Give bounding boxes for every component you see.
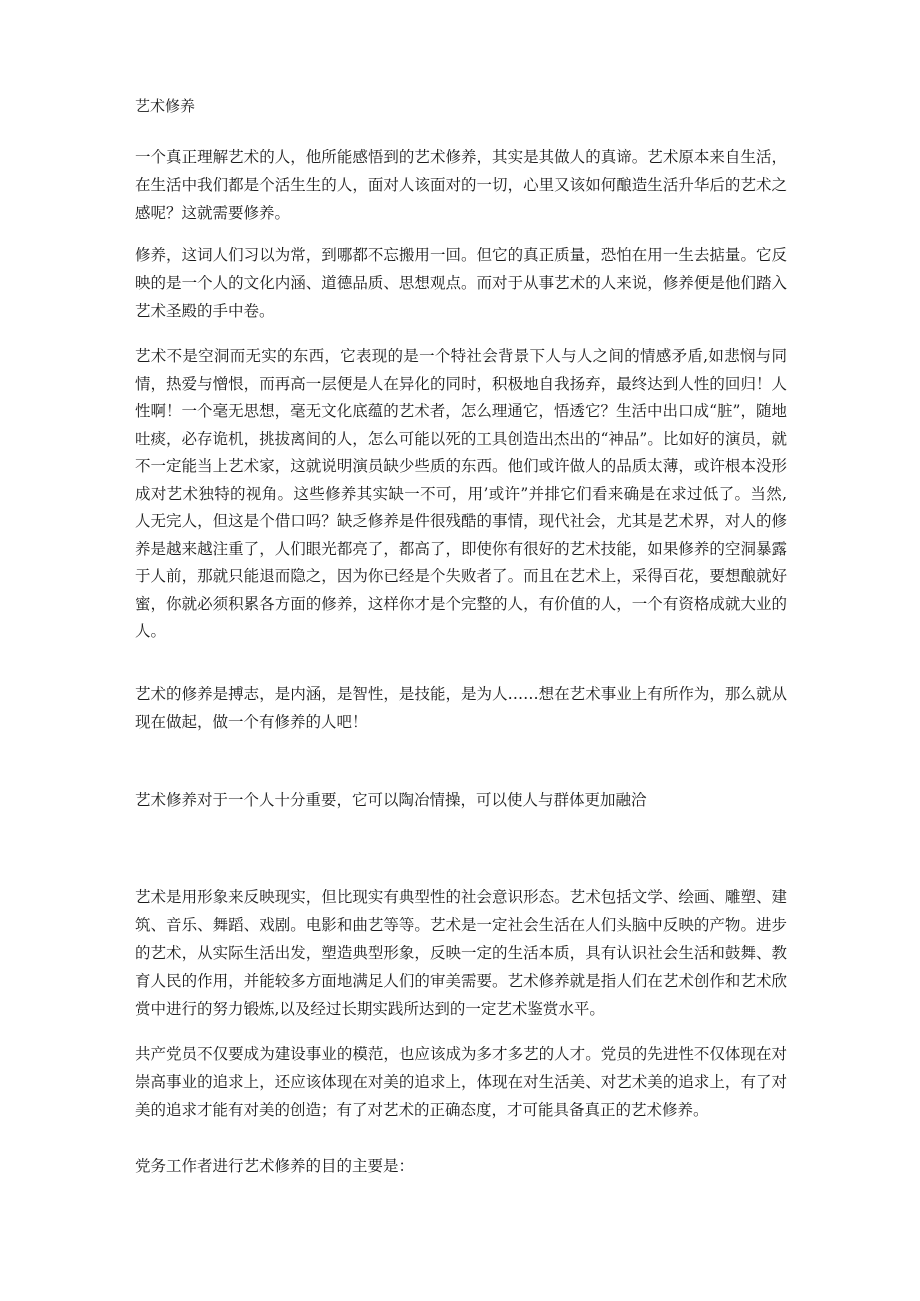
paragraph-5: 艺术修养对于一个人十分重要，它可以陶冶情操，可以使人与群体更加融洽 bbox=[135, 791, 647, 809]
paragraph-1: 一个真正理解艺术的人，他所能感悟到的艺术修养，其实是其做人的真谛。艺术原本来自生活，在生活中我们都是个活生生的人，面对人该面对的一切，心里又该如何酿造生活升华后的艺术之感呢？这就需要修养。 bbox=[135, 148, 787, 222]
document-title: 艺术修养 bbox=[135, 97, 196, 115]
paragraph-6: 艺术是用形象来反映现实，但比现实有典型性的社会意识形态。艺术包括文学、绘画、雕塑、建筑、音乐、舞蹈、戏剧。电影和曲艺等等。艺术是一定社会生活在人们头脑中反映的产物。进步的艺术，从实际生活出发，塑造典型形象，反映一定的生活本质，具有认识社会生活和鼓舞、教育人民的作用，并能较多方面地满足人们的审美需要。艺术修养就是指人们在艺术创作和艺术欣赏中进行的努力锻炼,以及经过长期实践所达到的一定艺术鉴赏水平。 bbox=[135, 888, 787, 1018]
paragraph-2: 修养，这词人们习以为常，到哪都不忘搬用一回。但它的真正质量，恐怕在用一生去掂量。它反映的是一个人的文化内涵、道德品质、思想观点。而对于从事艺术的人来说，修养便是他们踏入艺术圣殿的手中卷。 bbox=[135, 246, 787, 320]
paragraph-8: 党务工作者进行艺术修养的目的主要是： bbox=[135, 1157, 415, 1175]
paragraph-4: 艺术的修养是搏志，是内涵，是智性，是技能，是为人……想在艺术事业上有所作为，那么就从现在做起，做一个有修养的人吧！ bbox=[135, 685, 787, 731]
paragraph-3: 艺术不是空洞而无实的东西，它表现的是一个特社会背景下人与人之间的情感矛盾,如悲悯与同情，热爱与憎恨，而再高一层便是人在异化的同时，积极地自我扬弃，最终达到人性的回归！人性啊！一个毫无思想，毫无文化底蕴的艺术者，怎么理通它，悟透它？生活中出口成“脏”，随地吐痰，必存诡机，挑拔离间的人，怎么可能以死的工具创造出杰出的“神品”。比如好的演员，就不一定能当上艺术家，这就说明演员缺少些质的东西。他们或许做人的品质太薄，或许根本没形成对艺术独特的视角。这些修养其实缺一不可，用’或许”并排它们看来确是在求过低了。当然,人无完人，但这是个借口吗？缺乏修养是件很残酷的事情，现代社会，尤其是艺术界，对人的修养是越来越注重了，人们眼光都亮了，都高了，即使你有很好的艺术技能，如果修养的空洞暴露于人前，那就只能退而隐之，因为你已经是个失败者了。而且在艺术上，采得百花，要想酿就好蜜，你就必须积累各方面的修养，这样你才是个完整的人，有价值的人，一个有资格成就大业的人。 bbox=[135, 347, 787, 640]
paragraph-7: 共产党员不仅要成为建设事业的模范，也应该成为多才多艺的人才。党员的先进性不仅体现在对崇高事业的追求上，还应该体现在对美的追求上，体现在对生活美、对艺术美的追求上，有了对美的追求才能有对美的创造；有了对艺术的正确态度，才可能具备真正的艺术修养。 bbox=[135, 1045, 787, 1119]
